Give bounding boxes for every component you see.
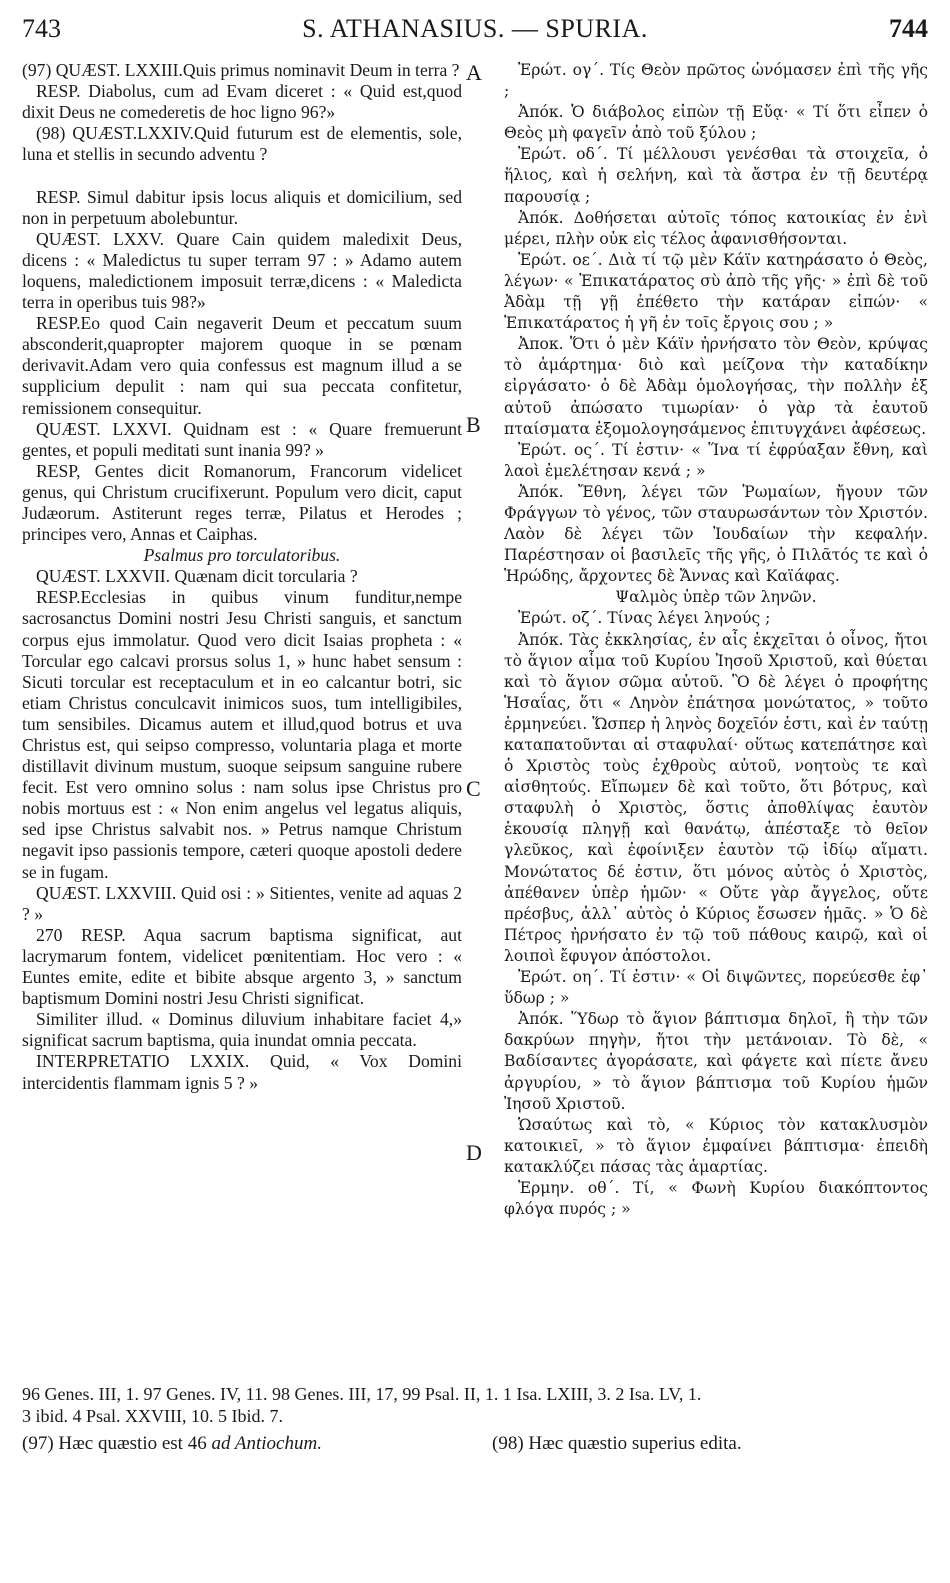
editorial-note-97-text: (97) Hæc quæstio est 46 [22,1433,212,1454]
greek-paragraph: Ἐρώτ. οδ΄. Τί μέλλουσι γενέσθαι τὰ στοιχεῖα, ὁ ἥλιος, καὶ ἡ σελήνη, καὶ τὰ ἄστρα ἐν τῇ δευτέρᾳ παρουσίᾳ ; [504,145,928,206]
greek-paragraph: Ἐρώτ. ογ΄. Τίς Θεὸν πρῶτος ὠνόμασεν ἐπὶ τῆς γῆς ; [504,61,928,101]
greek-paragraph: Ἀπόκ. Ὕδωρ τὸ ἅγιον βάπτισμα δηλοῖ, ἢ τὴν τῶν δακρύων πηγὴν, ἤτοι τὴν μετάνοιαν. Τὸ δὲ, « Βαδίσαντες ἀγοράσατε, καὶ φάγετε καὶ πίετε ἄνευ ἀργυρίου, » τὸ ἅγιον βάπτισμα τοῦ Κυρίου ἡμῶν Ἰησοῦ Χριστοῦ. [504,1010,928,1113]
greek-paragraph: Ἐρώτ. οε΄. Διὰ τί τῷ μὲν Κάϊν κατηράσατο ὁ Θεὸς, λέγων· « Ἐπικατάρατος σὺ ἀπὸ τῆς γῆς· » ἐπὶ δὲ τοῦ Ἀδὰμ τῇ γῇ ἐπέθετο τὴν κατάραν εἰπών· « Ἐπικατάρατος ἡ γῆ ἐν τοῖς ἔργοις σου ; » [504,250,928,333]
latin-section-heading: Psalmus pro torculatoribus. [143,545,341,566]
latin-paragraph: QUÆST. LXXV. Quare Cain quidem maledixit Deus, dicens : « Maledictus tu super terram 97 : » Adamo autem loquens, maledictionem imposuit terræ,dicens : « Maledicta terra in operibus tuis 98?» [22,228,462,313]
editorial-note-97 [22,1433,322,1455]
latin-paragraph: Similiter illud. « Dominus diluvium inhabitare faciet 4,» significat sacrum baptisma, quia inundat omnia peccata. [22,1009,462,1051]
editorial-note-98: (98) Hæc quæstio superius edita. [492,1433,742,1454]
footnote-line: 96 Genes. III, 1. 97 Genes. IV, 11. 98 Genes. III, 17, 99 Psal. II, 1. 1 Isa. LXIII, 3. 2 Isa. LV, 1. [22,1384,702,1404]
greek-paragraph: Ἀπόκ. Ὁ διάβολος εἰπὼν τῇ Εὔᾳ· « Τί ὅτι εἶπεν ὁ Θεὸς μὴ φαγεῖν ἀπὸ τοῦ ξύλου ; [504,103,928,143]
greek-paragraph: Ἐρώτ. ος΄. Τί ἐστιν· « Ἵνα τί ἐφρύαξαν ἔθνη, καὶ λαοὶ ἐμελέτησαν κενά ; » [504,440,928,480]
latin-paragraph: QUÆST. LXXVII. Quænam dicit torcularia ? [36,566,358,587]
right-page-number: 744 [889,14,928,43]
latin-paragraph: RESP. Simul dabitur ipsis locus aliquis et domicilium, sed non in perpetuum abolebuntur. [22,186,462,228]
margin-letter-b: B [466,412,481,437]
margin-letter-d: D [466,1140,482,1165]
footnotes [22,1383,928,1427]
latin-paragraph: QUÆST. LXXVIII. Quid osi : » Sitientes, venite ad aquas 2 ? » [22,882,462,924]
left-page-number: 743 [22,14,61,43]
latin-paragraph: 270 RESP. Aqua sacrum baptisma significat, aut lacrymarum fontem, videlicet pœnitentiam. Hoc vero : « Euntes emite, edite et bibite absque argento 3, » sanctum baptismum Domini nostri Jesu Christi significat. [22,924,462,1009]
latin-paragraph: RESP, Gentes dicit Romanorum, Francorum videlicet genus, qui Christum crucifixerunt. Populum vero dicit, caput Judæorum. Astiterunt reges terræ, Pilatus et Herodes ; principes vero, Annas et Caiphas. [22,460,462,545]
latin-paragraph: RESP.Eo quod Cain negaverit Deum et peccatum suum absconderit,quapropter majorem quoque in se pœnam derivavit.Adam vero quia confessus est magnum illud a se supplicium depulit : nam qui sua peccata confitetur, remissionem consequitur. [22,313,462,418]
greek-paragraph: Ἀπόκ. Τὰς ἐκκλησίας, ἐν αἷς ἐκχεῖται ὁ οἶνος, ἤτοι τὸ ἅγιον αἷμα τοῦ Κυρίου Ἰησοῦ Χριστοῦ, καὶ θύεται καὶ τὸ ἅγιον σῶμα αὐτοῦ. Ὃ δὲ λέγει ὁ προφήτης Ἡσαΐας, ὅτι « Ληνὸν ἐπάτησα μονώτατος, » τοῦτο ἑρμηνεύει. Ὥσπερ ἡ ληνὸς δοχεῖόν ἐστι, καὶ ἐν ταύτῃ καταπατοῦνται αἱ σταφυλαί· οὕτως κατεπάτησε καὶ ὁ Χριστὸς τοὺς ἐχθροὺς αὐτοῦ, νοητοὺς τε καὶ αἰσθητούς. Εἴπωμεν δὲ καὶ τοῦτο, ὅτι βότρυς, καὶ σταφυλὴ ὁ Χριστὸς, ὅστις ἀποθλίψας ἑαυτὸν ἑκουσίᾳ πληγῇ καὶ θανάτῳ, ἀπέσταξε τὸ θεῖον γλεῦκος, καὶ ἐφοίνιξεν ἑαυτὸν τῷ ἰδίῳ αἵματι. Μονώτατος δέ ἐστιν, ὅτι μόνος αὐτὸς ὁ Χριστὸς, ἀπέθανεν ὑπὲρ ἡμῶν· « Οὔτε γὰρ ἄγγελος, οὔτε πρέσβυς, ἀλλ᾽ αὐτὸς ὁ Κύριος ἔσωσεν ἡμᾶς. » Ὁ δὲ Πέτρος ἠρνήσατο ἐν τῷ τοῦ πάθους καιρῷ, καὶ οἱ λοιποὶ ἔφυγον ἀπόστολοι. [504,630,928,965]
greek-paragraph: Ἀπόκ. Ἔθνη, λέγει τῶν Ῥωμαίων, ἤγουν τῶν Φράγγων τὸ γένος, τῶν σταυρωσάντων τὸν Χριστόν. Λαὸν δὲ λέγει τῶν Ἰουδαίων τὴν κεφαλήν. Παρέστησαν οἱ βασιλεῖς τῆς γῆς, ὁ Πιλᾶτός τε καὶ ὁ Ἡρώδης, ἄρχοντες δὲ Ἄννας καὶ Καϊάφας. [504,482,928,586]
latin-paragraph: RESP. Diabolus, cum ad Evam diceret : « Quid est,quod dixit Deus ne comederetis de hoc ligno 96?» [22,81,462,123]
latin-column [22,60,462,1094]
latin-paragraph: RESP.Ecclesias in quibus vinum funditur,nempe sacrosanctus Domini nostri Jesu Christi sanguis, et sanctum corpus ejus immolatur. Quod vero dicit Isaias propheta : « Torcular ego calcavi prorsus solus 1, » hunc habet sensum : Sicuti torcular est receptaculum et in eo calcantur botri, sic etiam Christus conculcavit inimicos suos, tum intelligibiles, tum sensibiles. Dicamus autem et illud,quod botrus et uva Christus est, qui seipso compresso, voluntaria plaga et morte distillavit divinum mustum, suoque seipsum sanguine rubere fecit. Est vero omnino solus : nam solus ipse Christus pro nobis mortuus est : « Non enim angelus vel legatus aliquis, sed ipse Christus salvabit nos. » Petrus namque Christum negavit ipso passionis tempore, cæteri quoque apostoli dedere se in fugam. [22,587,462,882]
greek-paragraph: Ἀπόκ. Δοθήσεται αὐτοῖς τόπος κατοικίας ἐν ἑνὶ μέρει, πλὴν οὐκ εἰς τέλος ἀφανισθήσονται. [504,208,928,248]
greek-paragraph: Ἐρώτ. οζ΄. Τίνας λέγει ληνούς ; [518,609,771,628]
greek-paragraph: Ἀποκ. Ὅτι ὁ μὲν Κάϊν ἠρνήσατο τὸν Θεὸν, κρύψας τὸ ἁμάρτημα· διὸ καὶ μείζονα τὴν καταδίκην εἰργάσατο· ὁ δὲ Ἀδὰμ ὁμολογήσας, τὴν πολλὴν ἐξ αὐτοῦ ἀπώσατο τιμωρίαν· ὁ γὰρ τὰ ἑαυτοῦ πταίσματα ἐξομολογησάμενος ἐπιτυγχάνει ἀφέσεως. [504,335,928,438]
page-header [22,14,928,50]
greek-section-heading: Ψαλμὸς ὑπὲρ τῶν ληνῶν. [615,588,817,607]
greek-paragraph: Ἐρώτ. οη΄. Τί ἐστιν· « Οἱ διψῶντες, πορεύεσθε ἐφ᾽ ὕδωρ ; » [504,968,928,1008]
margin-letter-a: A [466,60,482,85]
latin-spacer [22,165,462,186]
greek-paragraph: Ὡσαύτως καὶ τὸ, « Κύριος τὸν κατακλυσμὸν κατοικιεῖ, » τὸ ἅγιον ἐμφαίνει βάπτισμα· ἐπειδὴ κατακλύζει πάσας τὰς ἁμαρτίας. [504,1115,928,1176]
footnote-line: 3 ibid. 4 Psal. XXVIII, 10. 5 Ibid. 7. [22,1406,283,1426]
editorial-note-97-italic: ad Antiochum. [211,1433,322,1454]
latin-paragraph: INTERPRETATIO LXXIX. Quid, « Vox Domini intercidentis flammam ignis 5 ? » [22,1051,462,1093]
running-title: S. ATHANASIUS. — SPURIA. [302,14,648,43]
margin-letter-c: C [466,776,481,801]
latin-paragraph: (98) QUÆST.LXXIV.Quid futurum est de elementis, sole, luna et stellis in secundo adventu ? [22,123,462,165]
latin-paragraph: QUÆST. LXXVI. Quidnam est : « Quare fremuerunt gentes, et populi meditati sunt inania 99? » [22,418,462,460]
latin-paragraph: (97) QUÆST. LXXIII.Quis primus nominavit Deum in terra ? [22,60,460,80]
greek-column [504,60,928,1220]
greek-paragraph: Ἑρμην. οθ΄. Τί, « Φωνὴ Κυρίου διακόπτοντος φλόγα πυρός ; » [504,1178,928,1219]
